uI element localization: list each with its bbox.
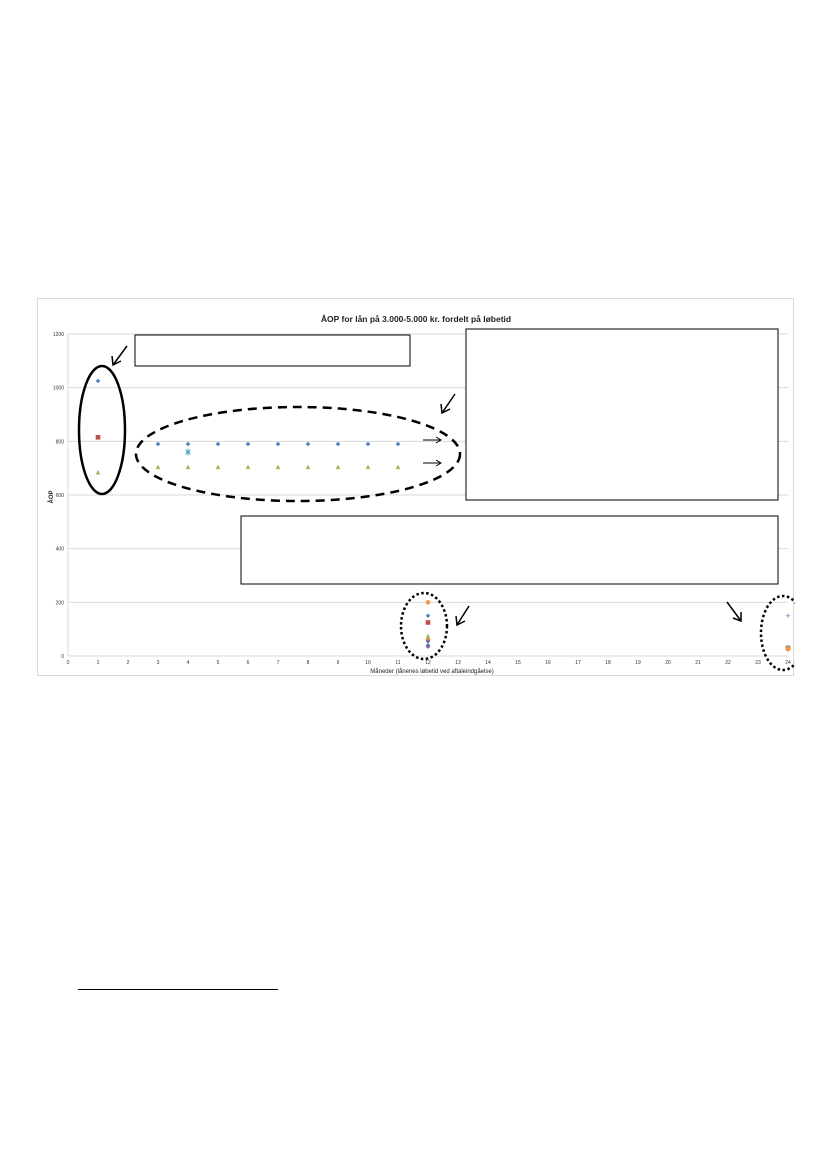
y-tick-label: 0 [61,654,64,660]
x-tick-label: 16 [545,660,551,666]
annotation-arrow-3 [423,437,441,443]
x-tick-label: 24 [785,660,791,666]
annotation-ellipse-month-24 [761,596,795,670]
annotation-arrow-1 [112,346,127,365]
x-tick-label: 3 [156,660,160,666]
x-tick-label: 13 [455,660,461,666]
annotation-box-2 [466,329,778,500]
x-tick-label: 21 [695,660,701,666]
data-point-series-2 [366,465,371,470]
annotation-ellipse-months-3-11 [136,407,460,501]
chart-title: ÅOP for lån på 3.000-5.000 kr. fordelt på løbetid [320,314,512,324]
data-point-series-4 [786,647,791,652]
annotation-arrow-2 [441,394,455,413]
x-tick-label: 0 [66,660,70,666]
x-tick-label: 19 [635,660,641,666]
y-tick-label: 200 [55,600,64,607]
y-tick-label: 1000 [52,385,64,392]
x-tick-label: 4 [186,660,190,666]
data-point-series-2 [246,465,251,470]
data-point-series-3 [186,449,191,456]
data-point-series-2 [156,465,161,470]
annotation-box-1 [135,335,410,366]
data-point-series-2 [186,465,191,470]
y-axis-label: ÅOP [49,490,55,504]
data-point-series-2 [336,465,341,470]
x-tick-label: 15 [515,660,521,666]
data-point-series-0 [336,442,341,447]
data-point-series-0 [426,613,431,618]
footnote-separator [78,989,278,990]
annotation-arrow-4 [423,460,441,466]
x-tick-label: 9 [336,660,340,666]
y-tick-label: 600 [55,493,64,499]
data-point-series-0 [186,442,191,447]
annotation-arrow-6 [727,602,741,621]
data-point-series-6 [786,613,791,618]
x-tick-label: 2 [126,660,130,666]
data-point-series-0 [96,379,101,384]
data-point-series-2 [426,634,431,639]
data-point-series-0 [216,442,221,447]
y-tick-label: 800 [55,439,64,446]
x-tick-label: 1 [96,660,100,666]
annotation-box-3 [241,516,778,584]
data-point-series-1 [96,435,101,440]
data-point-series-0 [306,442,311,447]
x-tick-label: 8 [306,660,310,666]
data-point-series-2 [96,470,101,475]
annotation-ellipse-month-12 [401,593,447,659]
data-point-series-2 [306,465,311,470]
data-point-series-2 [276,465,281,470]
x-tick-label: 22 [725,660,731,666]
x-tick-label: 18 [605,660,611,666]
data-point-series-0 [246,442,251,447]
x-tick-label: 23 [755,660,761,666]
y-tick-label: 400 [55,546,64,553]
data-point-series-4 [426,600,431,605]
x-tick-label: 14 [485,660,491,666]
data-point-series-0 [366,442,371,447]
x-tick-label: 6 [246,660,250,666]
x-axis-label: Måneder (lånenes løbetid ved aftaleindgåelse) [370,669,494,675]
data-point-series-2 [216,465,221,470]
x-tick-label: 7 [276,660,280,666]
chart-frame [37,298,794,676]
data-point-series-0 [156,442,161,447]
annotation-layer [79,329,795,670]
y-tick-label: 1200 [52,332,64,338]
x-tick-label: 17 [575,660,581,666]
x-tick-label: 10 [365,660,371,666]
data-point-series-0 [396,442,401,447]
x-tick-label: 11 [395,660,401,666]
data-point-series-2 [396,465,401,470]
x-tick-label: 12 [425,660,431,666]
x-tick-label: 5 [216,660,220,666]
x-tick-labels [67,660,791,666]
data-point-series-1 [426,620,431,625]
x-tick-label: 20 [665,660,671,666]
chart-svg [38,299,795,677]
data-point-series-0 [276,442,281,447]
annotation-ellipse-month-1 [79,366,125,494]
annotation-arrow-5 [456,606,469,625]
